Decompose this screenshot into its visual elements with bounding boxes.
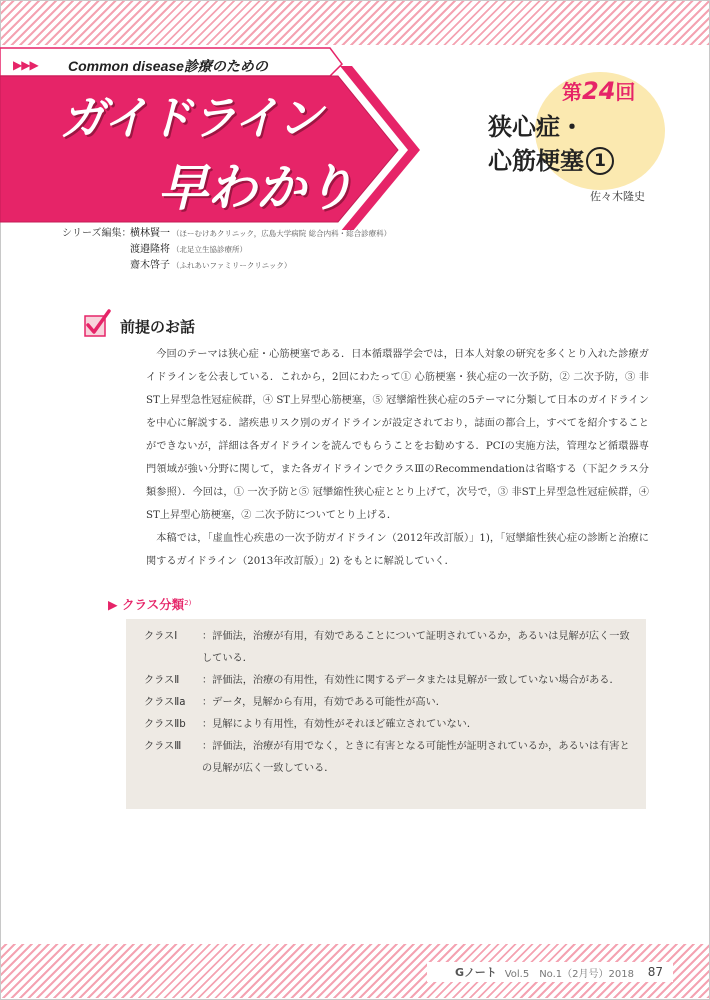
journal-name: Gノート xyxy=(455,966,497,979)
series-label: Common disease診療のための xyxy=(68,58,268,74)
section-heading: 前提のお話 xyxy=(120,318,196,336)
episode-title-line2: 心筋梗塞 1 xyxy=(488,144,614,178)
series-editors xyxy=(62,226,391,274)
episode-number: 第24回 xyxy=(562,77,636,105)
banner-title-line1: ガイドライン xyxy=(60,91,322,145)
episode-title xyxy=(488,110,614,178)
class-row: クラスⅡa ：データ，見解から有用，有効である可能性が高い． xyxy=(144,697,446,708)
series-arrows: ▶▶▶ xyxy=(13,58,38,72)
paragraph: 今回のテーマは狭心症・心筋梗塞である．日本循環器学会では，日本人対象の研究を多くとり入れた診療ガイドラインを公表している．これから，2回にわたって① 心筋梗塞・狭心症の一次予防，② 二次予防，③ 非ST上昇型急性冠症候群，④ ST上昇型心筋梗塞，⑤ 冠攣縮性狭心症の5テーマに分類して日本のガイドラインを中心に解説する．諸疾患リスク別のガイドラインが設定されており，誌面の都合上，すべてを紹介することができないが，詳細は各ガイドラインを読んでもらうことをお勧めする．PCIの実施方法，管理など循環器専門領域が強い分野に関して，また各ガイドラインでクラスⅢのRecommendationは省略する（下記クラス分類参照）．今回は，① 一次予防と⑤ 冠攣縮性狭心症ととり上げて，次号で，③ 非ST上昇型急性冠症候群，④ ST上昇型心筋梗塞，② 二次予防についてとり上げる． xyxy=(146,349,649,521)
volume-info: Vol.5 No.1（2月号）2018 xyxy=(504,968,634,980)
class-row: クラスⅡ ：評価法，治療の有用性，有効性に関するデータまたは見解が一致していない場合がある． xyxy=(144,675,620,686)
editor-row: 渡邉隆将 （北足立生協診療所） xyxy=(130,244,247,255)
checkbox-icon xyxy=(82,308,112,340)
page-number: 87 xyxy=(647,965,663,979)
footer xyxy=(427,962,673,982)
class-row: クラスⅠ ：評価法，治療が有用，有効であることについて証明されているか，あるいは見解が広く一致している． xyxy=(144,631,630,664)
body-text xyxy=(146,343,649,573)
episode-title-line1: 狭心症・ xyxy=(488,113,584,141)
banner-title-line2: 早わかり xyxy=(158,159,354,217)
author-name: 佐々木隆史 xyxy=(590,190,645,203)
class-heading: ▶ クラス分類$^{2)}$ xyxy=(108,597,192,612)
paragraph: 本稿では，「虚血性心疾患の一次予防ガイドライン（2012年改訂版）」1)，「冠攣縮性狭心症の診断と治療に関するガイドライン（2013年改訂版）」2) をもとに解説していく． xyxy=(146,533,649,567)
class-row: クラスⅢ ：評価法，治療が有用でなく，ときに有害となる可能性が証明されているか，あるいは有害との見解が広く一致している． xyxy=(144,741,630,774)
triangle-icon: ▶ xyxy=(108,597,118,612)
class-row: クラスⅡb ：見解により有用性，有効性がそれほど確立されていない． xyxy=(144,719,478,730)
class-box xyxy=(126,619,646,809)
editor-row: 齋木啓子 （ふれあいファミリークリニック） xyxy=(130,260,292,271)
editor-row: シリーズ編集：横林賢一 （ほーむけあクリニック，広島大学病院 総合内科・総合診療科） xyxy=(62,228,392,239)
circled-number: 1 xyxy=(586,147,614,175)
